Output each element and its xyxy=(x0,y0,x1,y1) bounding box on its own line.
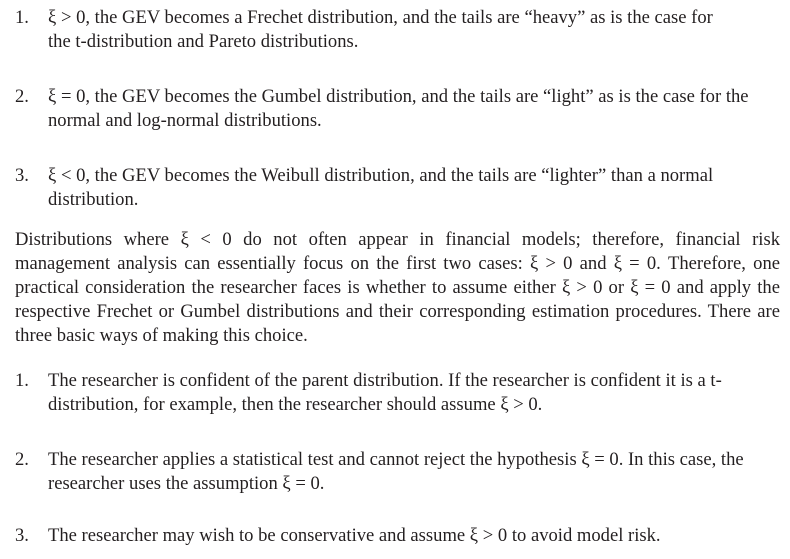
list-number: 2. xyxy=(15,449,29,470)
list-text: The researcher applies a statistical test and cannot reject the hypothesis ξ = 0. In this case, the researcher uses the assumption ξ = 0. xyxy=(48,449,744,494)
list2-item-3 xyxy=(15,524,780,548)
list2-item-2 xyxy=(15,448,760,496)
list-text: The researcher is confident of the parent distribution. If the researcher is confident it is a t-distribution, for example, then the researcher should assume ξ > 0. xyxy=(48,370,722,415)
list1-item-3 xyxy=(15,164,745,212)
list2-item-1 xyxy=(15,369,780,417)
list-number: 1. xyxy=(15,7,29,28)
list-number: 2. xyxy=(15,86,29,107)
list1-item-2 xyxy=(15,85,755,133)
list1-item-1 xyxy=(15,6,735,54)
list-text: ξ < 0, the GEV becomes the Weibull distribution, and the tails are “lighter” than a normal distribution. xyxy=(48,165,714,210)
body-paragraph: Distributions where ξ < 0 do not often appear in financial models; therefore, financial risk management analysis can essentially focus on the first two cases: ξ > 0 and ξ = 0. Therefore, one practical consideration the researcher faces is whether to assume either ξ > 0 or ξ = 0 and apply the respective Frechet or Gumbel distributions and their corresponding estimation procedures. There are three basic ways of making this choice. xyxy=(15,229,780,346)
list-text: ξ = 0, the GEV becomes the Gumbel distribution, and the tails are “light” as is the case for the normal and log-normal distributions. xyxy=(48,86,749,131)
list-number: 3. xyxy=(15,165,29,186)
list-text: ξ > 0, the GEV becomes a Frechet distribution, and the tails are “heavy” as is the case for the t-distribution and Pareto distributions. xyxy=(48,7,713,52)
list-text: The researcher may wish to be conservative and assume ξ > 0 to avoid model risk. xyxy=(48,525,661,546)
list-number: 1. xyxy=(15,370,29,391)
list-number: 3. xyxy=(15,525,29,546)
